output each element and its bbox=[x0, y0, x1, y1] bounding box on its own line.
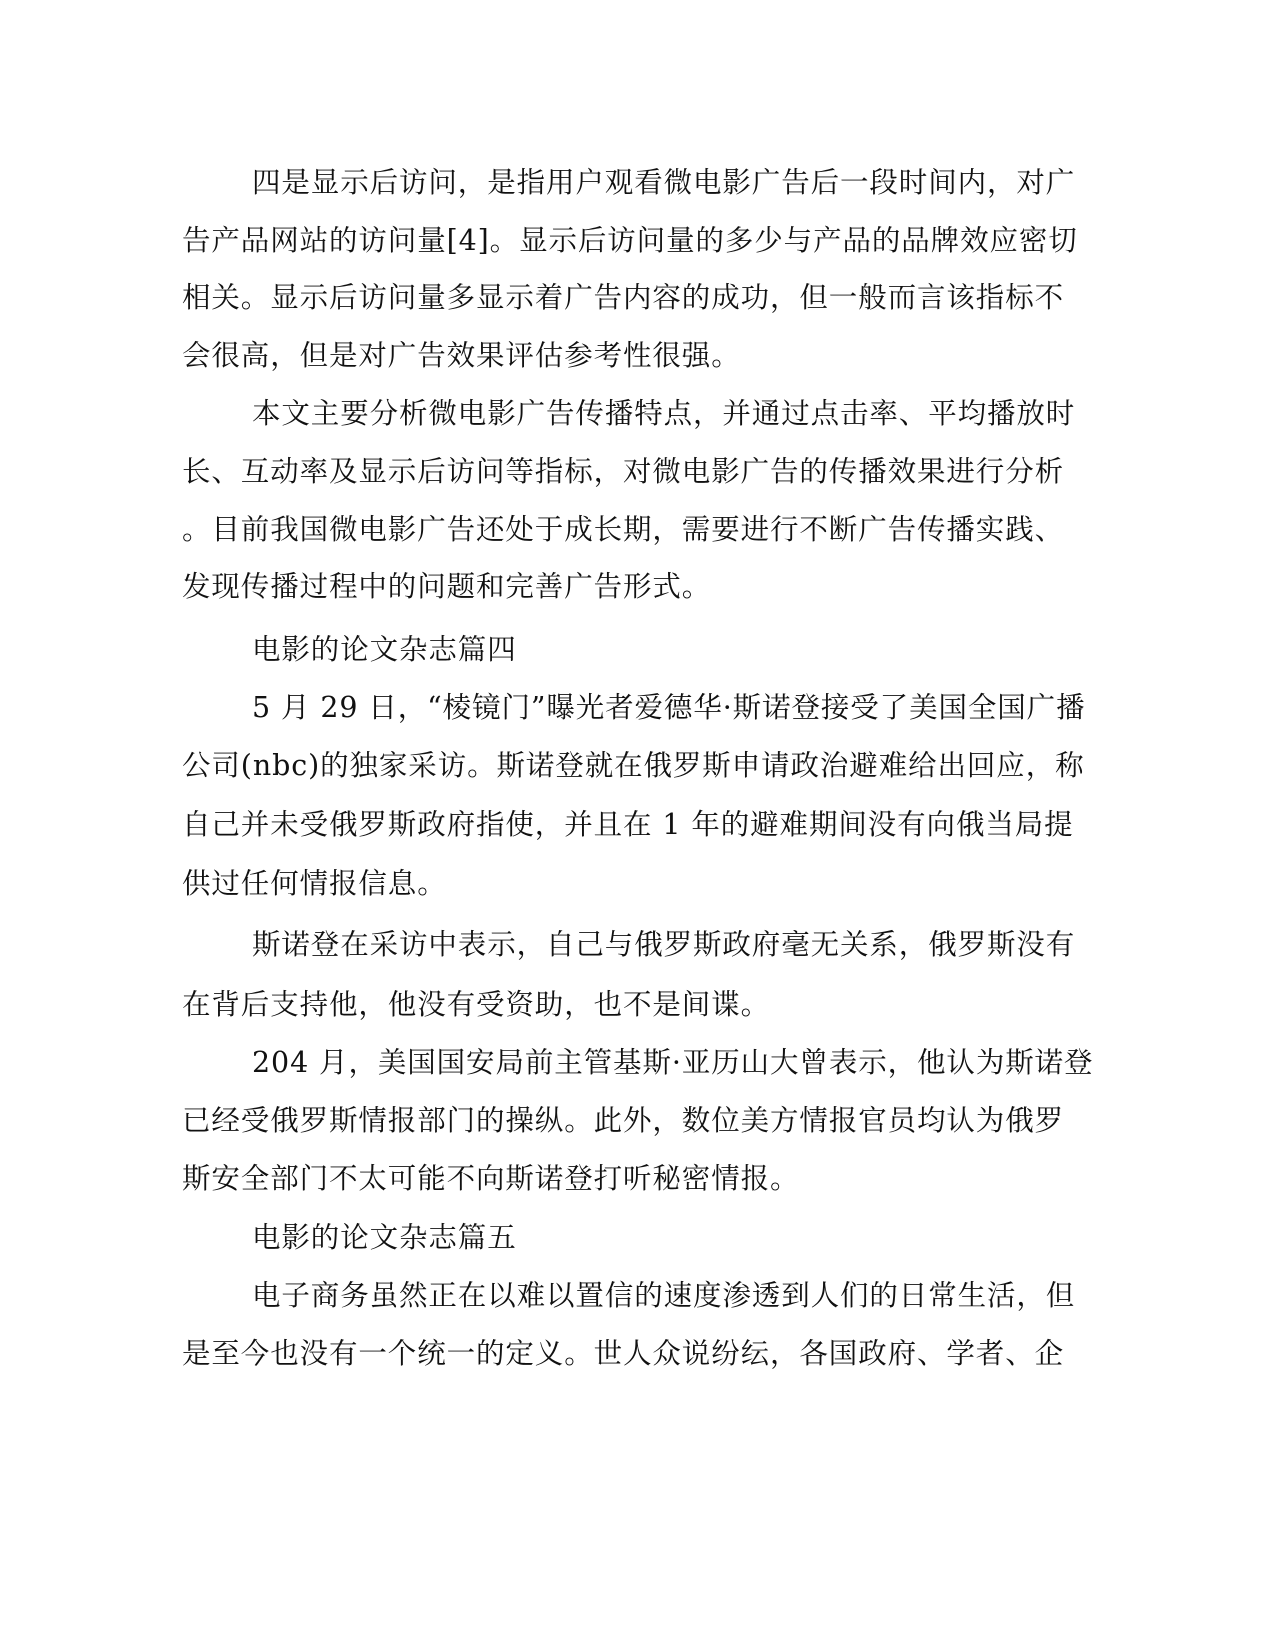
paragraph-line: 。目前我国微电影广告还处于成长期，需要进行不断广告传播实践、 bbox=[182, 513, 1065, 546]
paragraph-line: 长、互动率及显示后访问等指标，对微电影广告的传播效果进行分析 bbox=[182, 455, 1065, 488]
section-heading: 电影的论文杂志篇五 bbox=[252, 1221, 517, 1254]
paragraph-line: 是至今也没有一个统一的定义。世人众说纷纭，各国政府、学者、企 bbox=[182, 1337, 1065, 1370]
paragraph-line: 供过任何情报信息。 bbox=[182, 867, 447, 900]
paragraph-line: 204 月，美国国安局前主管基斯·亚历山大曾表示，他认为斯诺登 bbox=[252, 1046, 1094, 1079]
paragraph-line: 四是显示后访问，是指用户观看微电影广告后一段时间内，对广 bbox=[252, 166, 1076, 199]
paragraph-line: 5 月 29 日，“棱镜门”曝光者爱德华·斯诺登接受了美国全国广播 bbox=[252, 691, 1086, 724]
paragraph-line: 斯安全部门不太可能不向斯诺登打听秘密情报。 bbox=[182, 1162, 800, 1195]
paragraph-line: 已经受俄罗斯情报部门的操纵。此外，数位美方情报官员均认为俄罗 bbox=[182, 1104, 1065, 1137]
paragraph-line: 斯诺登在采访中表示，自己与俄罗斯政府毫无关系，俄罗斯没有 bbox=[252, 928, 1076, 961]
paragraph-line: 在背后支持他，他没有受资助，也不是间谍。 bbox=[182, 988, 771, 1021]
paragraph-line: 发现传播过程中的问题和完善广告形式。 bbox=[182, 570, 712, 603]
paragraph-line: 电子商务虽然正在以难以置信的速度渗透到人们的日常生活，但 bbox=[252, 1279, 1076, 1312]
paragraph-line: 相关。显示后访问量多显示着广告内容的成功，但一般而言该指标不 bbox=[182, 281, 1065, 314]
paragraph-line: 告产品网站的访问量[4]。显示后访问量的多少与产品的品牌效应密切 bbox=[182, 224, 1078, 257]
paragraph-line: 本文主要分析微电影广告传播特点，并通过点击率、平均播放时 bbox=[252, 397, 1076, 430]
section-heading: 电影的论文杂志篇四 bbox=[252, 633, 517, 666]
paragraph-line: 会很高，但是对广告效果评估参考性很强。 bbox=[182, 339, 741, 372]
paragraph-line: 自己并未受俄罗斯政府指使，并且在 1 年的避难期间没有向俄当局提 bbox=[182, 808, 1074, 841]
paragraph-line: 公司(nbc)的独家采访。斯诺登就在俄罗斯申请政治避难给出回应，称 bbox=[182, 749, 1085, 782]
